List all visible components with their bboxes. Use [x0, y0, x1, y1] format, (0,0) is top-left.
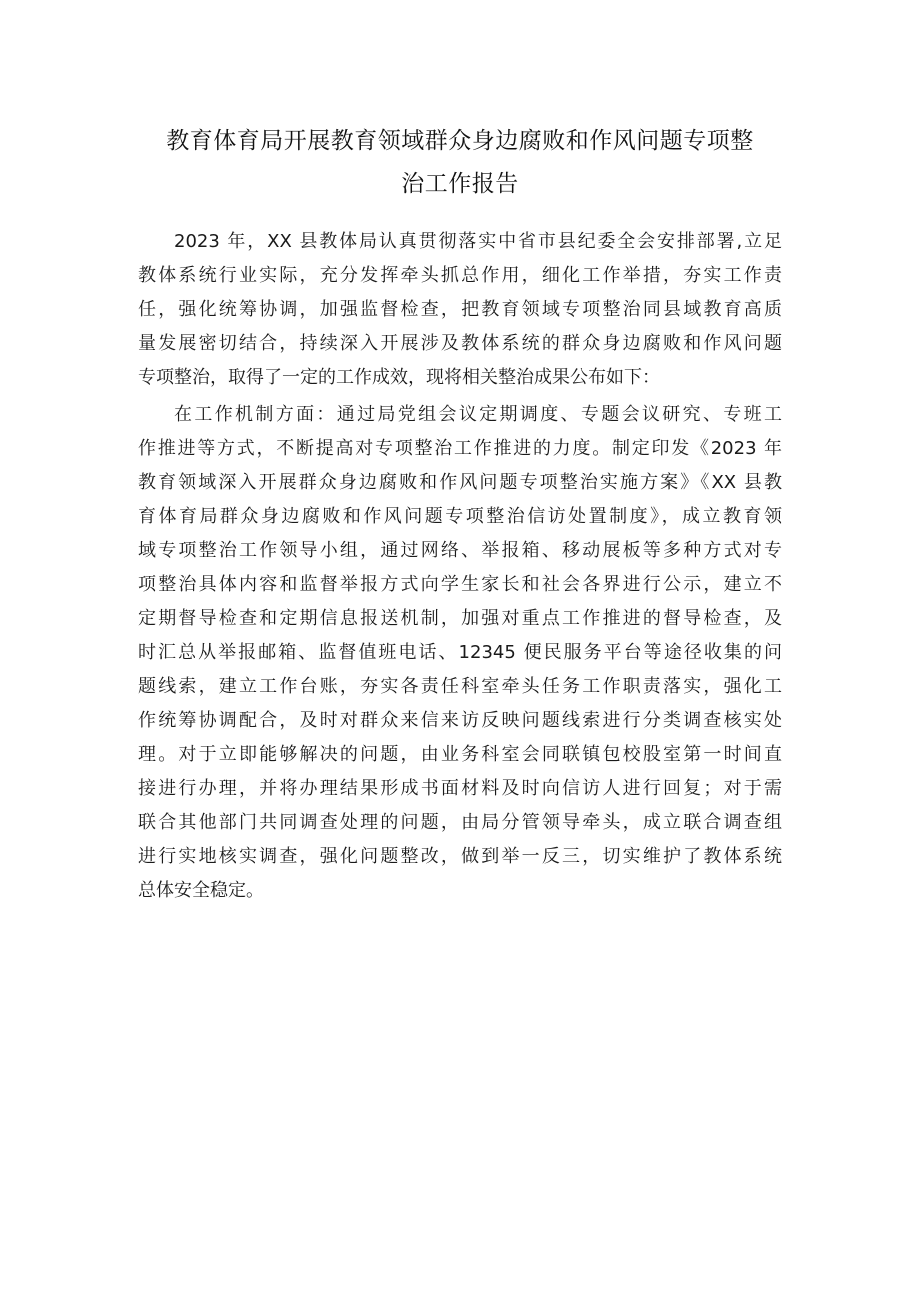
- text-line: 作统筹协调配合，及时对群众来信来访反映问题线索进行分类调查核实处: [138, 710, 782, 731]
- text-line: 作推进等方式，不断提高对专项整治工作推进的力度。制定印发《2023 年: [138, 438, 782, 459]
- text-line: 时汇总从举报邮箱、监督值班电话、12345 便民服务平台等途径收集的问: [138, 642, 782, 663]
- title-line-2: 治工作报告: [401, 171, 519, 197]
- text-line: 2023 年，XX 县教体局认真贯彻落实中省市县纪委全会安排部署,立足: [174, 231, 782, 252]
- text-line: 教育领域深入开展群众身边腐败和作风问题专项整治实施方案》《XX 县教: [138, 472, 782, 493]
- text-line: 接进行办理，并将办理结果形成书面材料及时向信访人进行回复；对于需: [138, 778, 782, 799]
- text-line: 联合其他部门共同调查处理的问题，由局分管领导牵头，成立联合调查组: [138, 812, 782, 833]
- text-line: 总体安全稳定。: [138, 880, 264, 901]
- text-line: 域专项整治工作领导小组，通过网络、举报箱、移动展板等多种方式对专: [138, 540, 782, 561]
- document-body: [138, 225, 782, 908]
- text-line: 任，强化统筹协调，加强监督检查，把教育领域专项整治同县域教育高质: [138, 299, 782, 320]
- text-line: 量发展密切结合，持续深入开展涉及教体系统的群众身边腐败和作风问题: [138, 333, 782, 354]
- paragraph-intro: [138, 225, 782, 395]
- paragraph-work-mechanism: [138, 398, 782, 908]
- text-line: 在工作机制方面：通过局党组会议定期调度、专题会议研究、专班工: [174, 404, 782, 425]
- text-line: 进行实地核实调查，强化问题整改，做到举一反三，切实维护了教体系统: [138, 846, 782, 867]
- text-line: 题线索，建立工作台账，夯实各责任科室牵头任务工作职责落实，强化工: [138, 676, 782, 697]
- text-line: 项整治具体内容和监督举报方式向学生家长和社会各界进行公示，建立不: [138, 574, 782, 595]
- title-line-1: 教育体育局开展教育领域群众身边腐败和作风问题专项整: [166, 128, 754, 154]
- document-title: [138, 120, 782, 206]
- text-line: 专项整治，取得了一定的工作成效，现将相关整治成果公布如下：: [138, 367, 660, 388]
- text-line: 育体育局群众身边腐败和作风问题专项整治信访处置制度》，成立教育领: [138, 506, 782, 527]
- text-line: 教体系统行业实际，充分发挥牵头抓总作用，细化工作举措，夯实工作责: [138, 265, 782, 286]
- text-line: 定期督导检查和定期信息报送机制，加强对重点工作推进的督导检查，及: [138, 608, 782, 629]
- text-line: 理。对于立即能够解决的问题，由业务科室会同联镇包校股室第一时间直: [138, 744, 782, 765]
